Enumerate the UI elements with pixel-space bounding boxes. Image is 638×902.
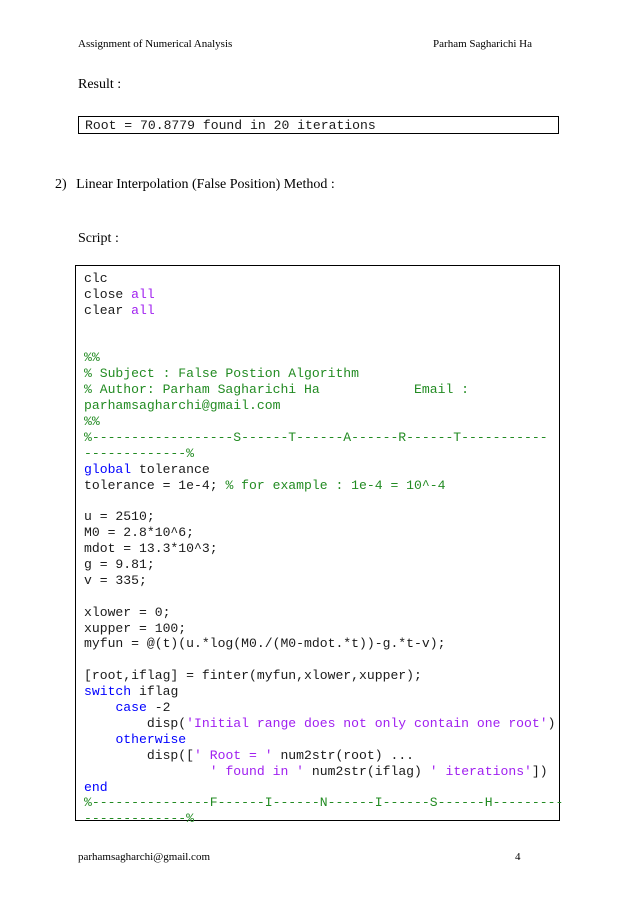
- code-line: [84, 732, 559, 748]
- header-title: Assignment of Numerical Analysis: [78, 38, 233, 50]
- code-token: ' Root = ': [194, 747, 273, 763]
- code-line: [84, 652, 559, 668]
- header-author: Parham Sagharichi Ha: [433, 38, 532, 50]
- code-token: case: [115, 700, 147, 716]
- code-line: [84, 398, 559, 414]
- code-block: [75, 265, 564, 827]
- code-line: [84, 557, 559, 573]
- code-token: ): [547, 715, 556, 731]
- code-token: [84, 764, 210, 779]
- code-token: -------------%: [84, 445, 195, 461]
- code-line: [84, 430, 559, 446]
- code-line: [84, 764, 559, 780]
- code-token: num2str(root) ...: [272, 747, 415, 763]
- code-token: % Subject : False Postion Algorithm: [84, 366, 360, 382]
- code-line: [84, 493, 559, 509]
- code-token: % Author: Parham Sagharichi Ha Email :: [84, 382, 470, 398]
- code-token: mdot = 13.3*10^3;: [84, 541, 218, 557]
- code-line: [84, 366, 559, 382]
- code-line: [84, 271, 559, 287]
- code-token: %%: [84, 350, 100, 366]
- footer-email: parhamsagharchi@gmail.com: [78, 851, 210, 863]
- code-token: otherwise: [115, 731, 187, 747]
- code-token: num2str(iflag): [304, 763, 430, 779]
- result-output-box: [78, 116, 559, 134]
- result-output: Root = 70.8779 found in 20 iterations: [85, 118, 376, 133]
- code-token: iflag: [131, 684, 179, 700]
- script-label: Script :: [78, 231, 119, 246]
- code-token: tolerance = 1e-4;: [84, 477, 226, 493]
- code-token: end: [84, 779, 108, 795]
- code-line: [84, 700, 559, 716]
- code-token: close: [84, 286, 132, 302]
- code-token: -2: [146, 700, 171, 716]
- code-token: %---------------F------I------N------I------S------H---------: [84, 795, 564, 811]
- code-token: all: [131, 302, 155, 318]
- section-heading: [55, 177, 335, 193]
- code-line: [84, 509, 559, 525]
- section-title: Linear Interpolation (False Position) Method :: [76, 177, 335, 192]
- code-line: [84, 636, 559, 652]
- code-line: [84, 780, 559, 796]
- code-token: clear: [84, 302, 132, 318]
- code-token: [84, 732, 115, 747]
- code-token: ' found in ': [209, 763, 305, 779]
- code-token: %------------------S------T------A------R------T-----------: [84, 429, 548, 445]
- code-token: [84, 700, 115, 715]
- code-token: parhamsagharchi@gmail.com: [84, 398, 281, 414]
- code-line: [84, 748, 559, 764]
- code-line: [84, 716, 559, 732]
- code-token: [root,iflag] = finter(myfun,xlower,xupper);: [84, 668, 422, 684]
- code-token: all: [131, 286, 155, 302]
- code-line: [84, 414, 559, 430]
- code-line: [84, 446, 559, 462]
- code-line: [84, 621, 559, 637]
- code-token: v = 335;: [84, 572, 147, 588]
- code-line: [84, 478, 559, 494]
- code-line: [84, 605, 559, 621]
- code-line: [84, 811, 559, 827]
- code-line: [84, 382, 559, 398]
- code-line: [84, 668, 559, 684]
- code-line: [84, 462, 559, 478]
- code-token: disp([: [84, 747, 195, 763]
- code-token: u = 2510;: [84, 509, 155, 525]
- code-line: [84, 541, 559, 557]
- section-number: 2): [55, 177, 67, 192]
- code-line: [84, 525, 559, 541]
- code-token: global: [84, 461, 132, 477]
- code-token: -------------%: [84, 811, 195, 827]
- code-token: ]): [531, 763, 548, 779]
- code-token: switch: [84, 684, 132, 700]
- code-line: [84, 589, 559, 605]
- code-token: 'Initial range does not only contain one root': [186, 715, 548, 731]
- code-token: ' iterations': [429, 763, 532, 779]
- code-line: [84, 335, 559, 351]
- code-token: clc: [84, 271, 108, 286]
- result-label: Result :: [78, 77, 122, 92]
- code-line: [84, 795, 564, 811]
- code-line: [84, 319, 559, 335]
- page-number: 4: [515, 851, 521, 863]
- code-line: [84, 350, 559, 366]
- code-token: myfun = @(t)(u.*log(M0./(M0-mdot.*t))-g.*t-v);: [84, 636, 446, 652]
- code-line: [84, 303, 559, 319]
- code-token: tolerance: [131, 461, 210, 477]
- code-token: M0 = 2.8*10^6;: [84, 525, 195, 541]
- code-token: xupper = 100;: [84, 620, 187, 636]
- code-line: [84, 573, 559, 589]
- code-token: % for example : 1e-4 = 10^-4: [225, 477, 446, 493]
- code-token: xlower = 0;: [84, 604, 171, 620]
- code-token: g = 9.81;: [84, 557, 155, 573]
- code-line: [84, 684, 559, 700]
- code-token: %%: [84, 414, 100, 430]
- code-token: disp(: [84, 715, 187, 731]
- code-line: [84, 287, 559, 303]
